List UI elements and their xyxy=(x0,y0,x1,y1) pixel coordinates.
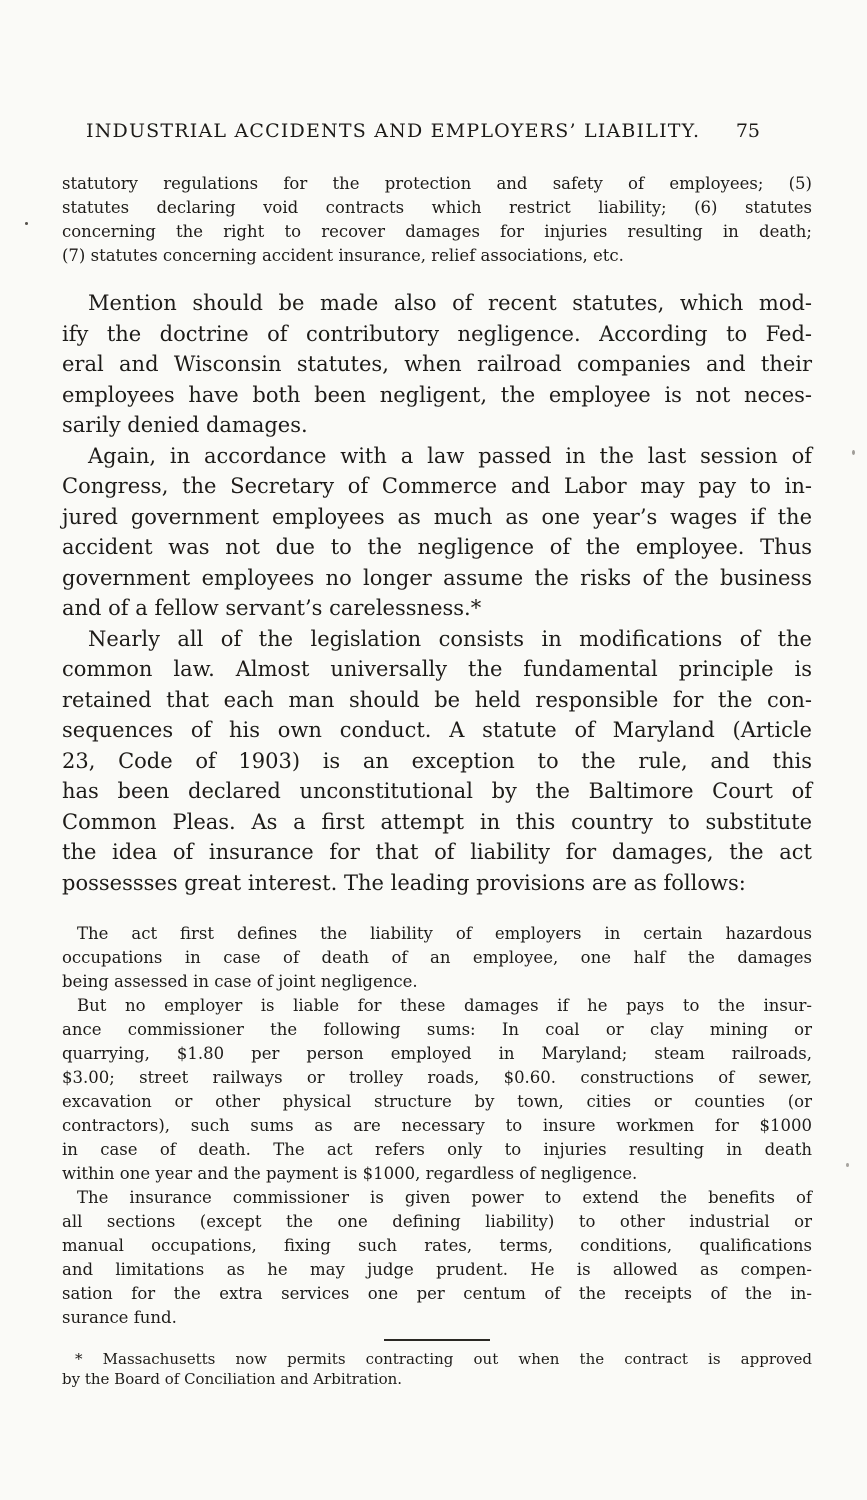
paragraph xyxy=(62,624,812,899)
scanned-book-page xyxy=(0,120,867,1500)
text-line: and of a fellow servant’s carelessness.* xyxy=(62,596,482,620)
text-line: sation for the extra services one per centum of the receipts of the in- xyxy=(62,1284,812,1303)
text-line: by the Board of Conciliation and Arbitration. xyxy=(62,1370,403,1388)
text-line: within one year and the payment is $1000, regardless of negligence. xyxy=(62,1164,638,1183)
text-line: employees have both been negligent, the employee is not neces- xyxy=(62,382,812,407)
text-line: common law. Almost universally the fundamental principle is xyxy=(62,657,812,681)
scan-speck xyxy=(846,1163,849,1167)
text-line: Nearly all of the legislation consists in modifications of the xyxy=(88,626,812,651)
text-line: Common Pleas. As a first attempt in this country to substitute xyxy=(62,809,812,834)
text-line: ify the doctrine of contributory negligence. According to Fed- xyxy=(62,321,812,346)
page-title: INDUSTRIAL ACCIDENTS AND EMPLOYERS’ LIABILITY. xyxy=(86,120,701,142)
running-head xyxy=(62,120,812,144)
scan-speck xyxy=(852,450,855,455)
text-line: Again, in accordance with a law passed in the last session of xyxy=(88,443,812,468)
text-line: But no employer is liable for these damages if he pays to the insur- xyxy=(77,996,812,1015)
text-line: (7) statutes concerning accident insurance, relief associations, etc. xyxy=(62,246,624,265)
text-line: Mention should be made also of recent statutes, which mod- xyxy=(88,291,812,315)
scan-speck xyxy=(25,222,28,225)
text-line: contractors), such sums as are necessary to insure workmen for $1000 xyxy=(62,1116,812,1135)
text-line: The act first defines the liability of employers in certain hazardous xyxy=(77,924,812,943)
text-line: eral and Wisconsin statutes, when railroad companies and their xyxy=(62,352,812,376)
text-line: retained that each man should be held responsible for the con- xyxy=(62,687,812,712)
text-line: sarily denied damages. xyxy=(62,413,308,437)
text-line: accident was not due to the negligence of the employee. Thus xyxy=(62,535,812,559)
text-line: quarrying, $1.80 per person employed in Maryland; steam railroads, xyxy=(62,1044,812,1063)
paragraph xyxy=(62,922,812,994)
body-paragraphs xyxy=(62,288,812,898)
paragraph xyxy=(62,288,812,441)
text-line: manual occupations, fixing such rates, terms, conditions, qualifications xyxy=(62,1236,812,1255)
footnote xyxy=(62,1349,812,1389)
text-line: * Massachusetts now permits contracting out when the contract is approved xyxy=(75,1350,812,1368)
text-line: $3.00; street railways or trolley roads, $0.60. constructions of sewer, xyxy=(62,1068,812,1087)
paragraph xyxy=(62,994,812,1186)
text-line: ance commissioner the following sums: In coal or clay mining or xyxy=(62,1020,812,1039)
excerpt-paragraphs xyxy=(62,922,812,1330)
page-number: 75 xyxy=(735,120,760,142)
text-line: in case of death. The act refers only to injuries resulting in death xyxy=(62,1140,812,1159)
text-line: being assessed in case of joint negligence. xyxy=(62,972,418,991)
text-line: jured government employees as much as one year’s wages if the xyxy=(62,504,812,529)
text-line: the idea of insurance for that of liability for damages, the act xyxy=(62,840,812,864)
intro-paragraph xyxy=(62,172,812,268)
text-line: sequences of his own conduct. A statute of Maryland (Article xyxy=(62,718,812,742)
text-line: statutory regulations for the protection and safety of employees; (5) xyxy=(62,174,812,193)
text-line: surance fund. xyxy=(62,1308,177,1327)
paragraph xyxy=(62,441,812,624)
text-line: 23, Code of 1903) is an exception to the rule, and this xyxy=(62,748,812,773)
text-line: statutes declaring void contracts which restrict liability; (6) statutes xyxy=(62,198,812,217)
text-line: possessses great interest. The leading provisions are as follows: xyxy=(62,870,746,895)
text-line: The insurance commissioner is given power to extend the benefits of xyxy=(77,1188,812,1207)
page-content xyxy=(62,120,812,1389)
text-line: excavation or other physical structure by town, cities or counties (or xyxy=(62,1092,812,1111)
text-line: occupations in case of death of an employee, one half the damages xyxy=(62,948,812,967)
text-line: all sections (except the one defining liability) to other industrial or xyxy=(62,1212,812,1231)
text-line: concerning the right to recover damages for injuries resulting in death; xyxy=(62,222,812,241)
footnote-divider xyxy=(384,1339,490,1341)
paragraph xyxy=(62,1186,812,1330)
text-line: and limitations as he may judge prudent. He is allowed as compen- xyxy=(62,1260,812,1279)
text-line: has been declared unconstitutional by the Baltimore Court of xyxy=(62,779,812,803)
text-line: government employees no longer assume the risks of the business xyxy=(62,565,812,590)
text-line: Congress, the Secretary of Commerce and Labor may pay to in- xyxy=(62,474,812,498)
